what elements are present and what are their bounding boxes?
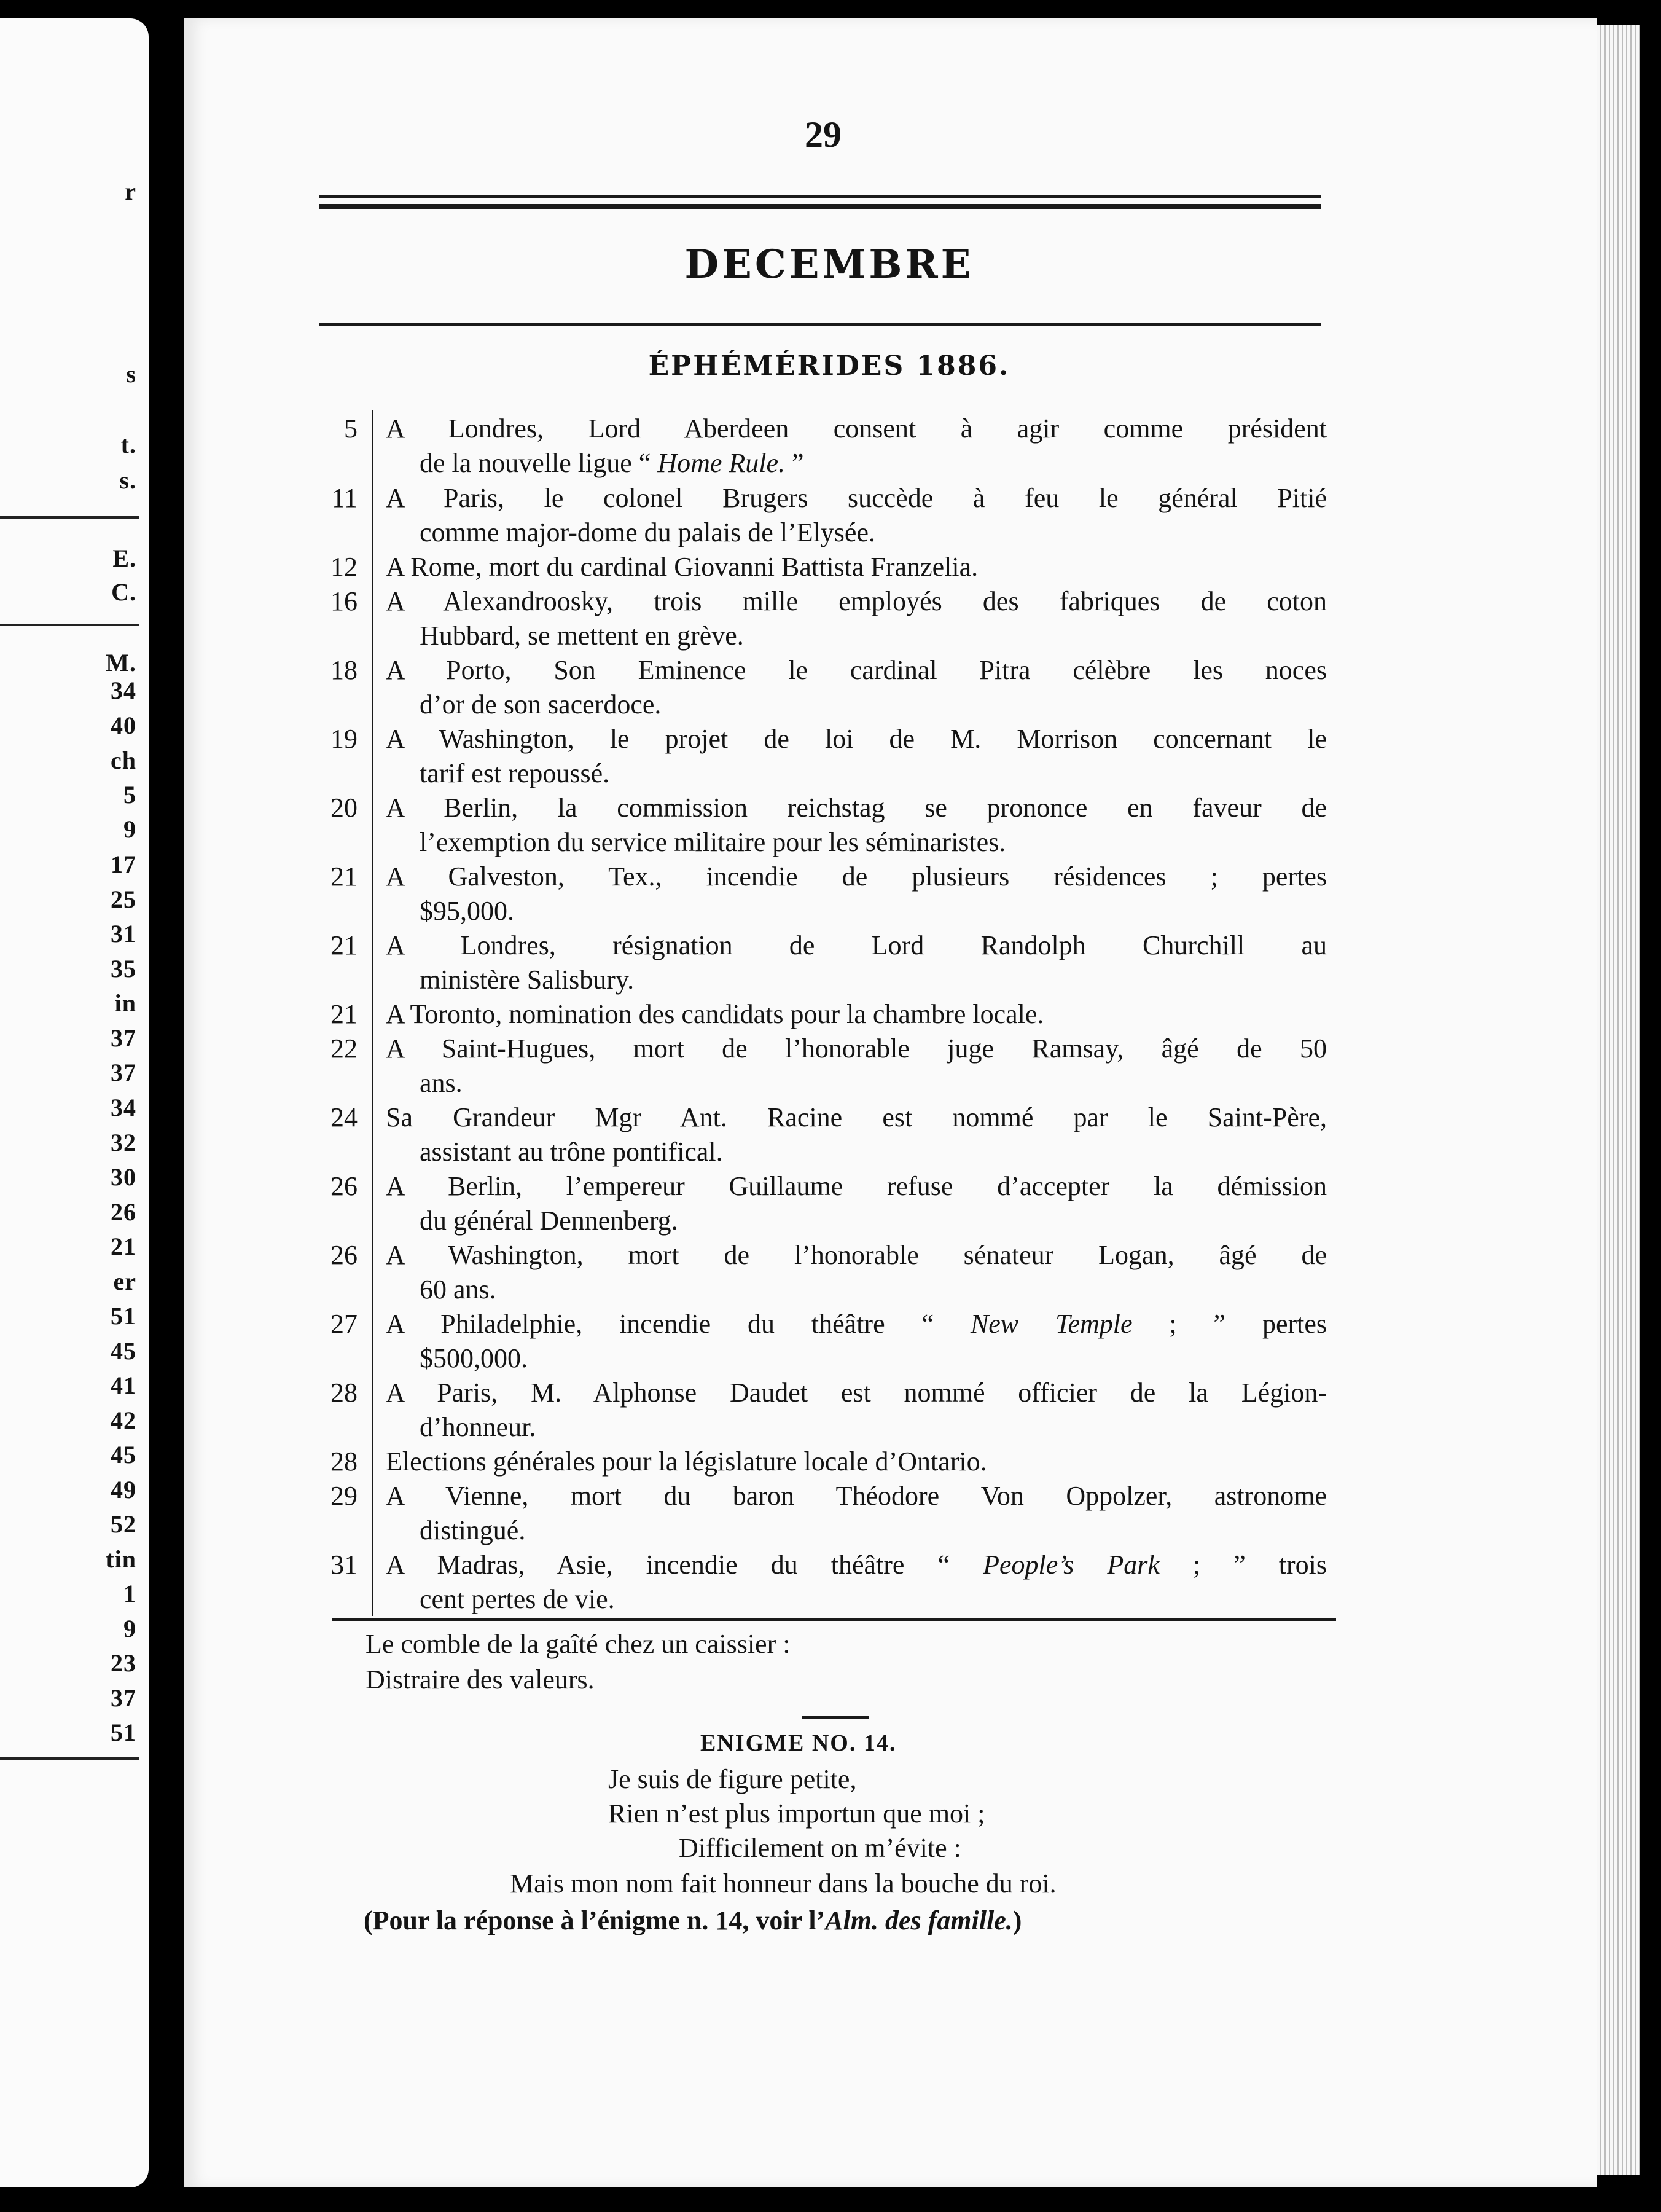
- entry-line: A Londres, Lord Aberdeen consent à agir comme président: [386, 414, 1327, 444]
- left-fragment: 41: [111, 1371, 136, 1399]
- left-fragment: er: [113, 1268, 136, 1295]
- entry-line: A Saint-Hugues, mort de l’honorable juge Ramsay, âgé de 50: [386, 1033, 1327, 1064]
- entries-column-divider: [372, 410, 373, 1616]
- left-fragment: 37: [111, 1684, 136, 1712]
- entry-day: 5: [344, 414, 358, 444]
- joke-line: Distraire des valeurs.: [365, 1665, 595, 1695]
- left-fragment: 37: [111, 1059, 136, 1086]
- left-fragment: 35: [111, 955, 136, 982]
- entry-day: 29: [330, 1481, 358, 1511]
- entry-line: A Toronto, nomination des candidats pour la chambre locale.: [386, 999, 1044, 1029]
- left-fragment: 9: [123, 1615, 136, 1642]
- entry-line: A Berlin, la commission reichstag se prononce en faveur de: [386, 793, 1327, 823]
- entry-line: l’exemption du service militaire pour les séminaristes.: [420, 827, 1006, 857]
- enigme-verse: Je suis de figure petite,: [608, 1764, 857, 1794]
- entry-day: 26: [330, 1240, 358, 1270]
- entry-line: $500,000.: [420, 1343, 528, 1373]
- entry-line: Sa Grandeur Mgr Ant. Racine est nommé par le Saint-Père,: [386, 1102, 1327, 1132]
- enigme-verse: Difficilement on m’évite :: [679, 1833, 961, 1863]
- left-fragment: 45: [111, 1337, 136, 1365]
- entry-line: ministère Salisbury.: [420, 965, 635, 995]
- left-rule: [0, 1757, 139, 1760]
- entry-italic-text: New Temple: [970, 1309, 1133, 1339]
- left-fragment: 42: [111, 1406, 136, 1434]
- entry-day: 12: [330, 552, 358, 582]
- entry-line: ans.: [420, 1068, 463, 1098]
- left-fragment: s.: [119, 466, 136, 494]
- entry-italic-text: Home Rule.: [657, 448, 786, 478]
- entry-day: 28: [330, 1378, 358, 1408]
- left-fragment: ch: [111, 747, 136, 774]
- page-edge-stack: [1597, 25, 1640, 2175]
- enigme-verse: Rien n’est plus importun que moi ;: [608, 1798, 985, 1829]
- entry-line: 60 ans.: [420, 1274, 496, 1304]
- left-fragment: 52: [111, 1510, 136, 1538]
- entry-line: $95,000.: [420, 896, 514, 926]
- left-fragment: s: [126, 360, 136, 388]
- left-fragment: 45: [111, 1441, 136, 1469]
- left-fragment: 5: [123, 781, 136, 809]
- entry-day: 21: [330, 861, 358, 892]
- entry-line: [386, 1549, 1327, 1580]
- enigme-title: ENIGME NO. 14.: [700, 1730, 897, 1756]
- entry-line: A Paris, le colonel Brugers succède à feu le général Pitié: [386, 483, 1327, 513]
- left-fragment: M.: [106, 649, 136, 677]
- entry-day: 26: [330, 1171, 358, 1201]
- left-fragment: 17: [111, 850, 136, 878]
- entry-day: 22: [330, 1033, 358, 1064]
- entry-text: A Philadelphie, incendie du théâtre “: [386, 1309, 971, 1339]
- entry-line: A Londres, résignation de Lord Randolph Churchill au: [386, 930, 1327, 960]
- entry-day: 27: [330, 1309, 358, 1339]
- entry-day: 19: [330, 724, 358, 754]
- entry-line: A Rome, mort du cardinal Giovanni Battista Franzelia.: [386, 552, 979, 582]
- entry-text: ; ” trois: [1159, 1550, 1327, 1580]
- entry-line: A Vienne, mort du baron Théodore Von Oppolzer, astronome: [386, 1481, 1327, 1511]
- entry-text: ; ” pertes: [1132, 1309, 1327, 1339]
- entry-line: A Paris, M. Alphonse Daudet est nommé officier de la Légion-: [386, 1378, 1327, 1408]
- left-fragment: in: [114, 989, 136, 1017]
- entry-line: [386, 1308, 1327, 1339]
- entry-line: cent pertes de vie.: [420, 1584, 615, 1614]
- left-fragment: 49: [111, 1476, 136, 1504]
- left-fragment: C.: [111, 578, 136, 606]
- joke-line: Le comble de la gaîté chez un caissier :: [365, 1629, 791, 1659]
- header-double-rule-top: [319, 195, 1321, 198]
- entry-line: A Berlin, l’empereur Guillaume refuse d’accepter la démission: [386, 1171, 1327, 1201]
- title-rule: [319, 323, 1321, 326]
- left-fragment: r: [125, 178, 136, 205]
- entry-text: de la nouvelle ligue “: [420, 448, 658, 478]
- left-fragment: 32: [111, 1129, 136, 1156]
- left-fragment: 9: [123, 815, 136, 843]
- entry-day: 16: [330, 586, 358, 616]
- entry-day: 24: [330, 1102, 358, 1132]
- entry-line: [420, 447, 804, 479]
- entry-line: A Alexandroosky, trois mille employés des fabriques de coton: [386, 586, 1327, 616]
- entry-line: A Washington, le projet de loi de M. Morrison concernant le: [386, 724, 1327, 754]
- enigme-note-text: (Pour la réponse à l’énigme n. 14, voir l’: [364, 1905, 826, 1936]
- entry-text: ”: [785, 448, 804, 478]
- left-fragment: E.: [112, 544, 136, 572]
- left-fragment: 21: [111, 1233, 136, 1260]
- entry-line: distingué.: [420, 1515, 526, 1545]
- left-page-fragment: [0, 18, 149, 2187]
- entry-line: assistant au trône pontifical.: [420, 1137, 723, 1167]
- left-fragment: t.: [120, 431, 136, 458]
- entry-line: Elections générales pour la législature locale d’Ontario.: [386, 1446, 987, 1477]
- left-fragment: 37: [111, 1024, 136, 1052]
- entry-line: Hubbard, se mettent en grève.: [420, 621, 744, 651]
- entry-line: A Washington, mort de l’honorable sénateur Logan, âgé de: [386, 1240, 1327, 1270]
- left-fragment: 34: [111, 1094, 136, 1121]
- entries-bottom-rule: [332, 1618, 1336, 1621]
- enigme-note: [364, 1905, 1022, 1936]
- entry-line: comme major-dome du palais de l’Elysée.: [420, 517, 875, 547]
- entry-day: 20: [330, 793, 358, 823]
- enigme-note-italic: Alm. des famille.: [825, 1905, 1013, 1936]
- left-fragment: 31: [111, 920, 136, 947]
- header-double-rule-bottom: [319, 204, 1321, 209]
- entry-day: 21: [330, 999, 358, 1029]
- left-fragment: 25: [111, 885, 136, 913]
- left-fragment: 40: [111, 712, 136, 739]
- entry-line: d’honneur.: [420, 1412, 536, 1442]
- left-fragment: 51: [111, 1719, 136, 1746]
- entry-day: 21: [330, 930, 358, 960]
- entry-day: 31: [330, 1550, 358, 1580]
- section-heading: ÉPHÉMÉRIDES 1886.: [648, 350, 1010, 382]
- left-fragment: 1: [123, 1580, 136, 1607]
- entry-line: A Porto, Son Eminence le cardinal Pitra célèbre les noces: [386, 655, 1327, 685]
- left-fragment: 30: [111, 1163, 136, 1191]
- left-rule: [0, 516, 139, 519]
- left-fragment: 51: [111, 1302, 136, 1330]
- page-number: 29: [805, 114, 842, 155]
- left-fragment: 23: [111, 1649, 136, 1677]
- entry-day: 11: [331, 483, 358, 513]
- entry-line: du général Dennenberg.: [420, 1206, 678, 1236]
- entry-line: d’or de son sacerdoce.: [420, 689, 662, 720]
- enigme-short-rule: [802, 1716, 869, 1719]
- entry-line: tarif est repoussé.: [420, 758, 610, 788]
- entry-line: A Galveston, Tex., incendie de plusieurs résidences ; pertes: [386, 861, 1327, 892]
- entry-day: 18: [330, 655, 358, 685]
- left-fragment: tin: [106, 1545, 136, 1573]
- left-fragment: 26: [111, 1198, 136, 1226]
- enigme-note-text: ): [1012, 1905, 1022, 1936]
- enigme-verse: Mais mon nom fait honneur dans la bouche du roi.: [510, 1869, 1057, 1899]
- entry-day: 28: [330, 1446, 358, 1477]
- entry-text: A Madras, Asie, incendie du théâtre “: [386, 1550, 983, 1580]
- month-title: DECEMBRE: [684, 241, 974, 288]
- left-rule: [0, 624, 139, 626]
- left-fragment: 34: [111, 677, 136, 704]
- entry-italic-text: People’s Park: [983, 1550, 1160, 1580]
